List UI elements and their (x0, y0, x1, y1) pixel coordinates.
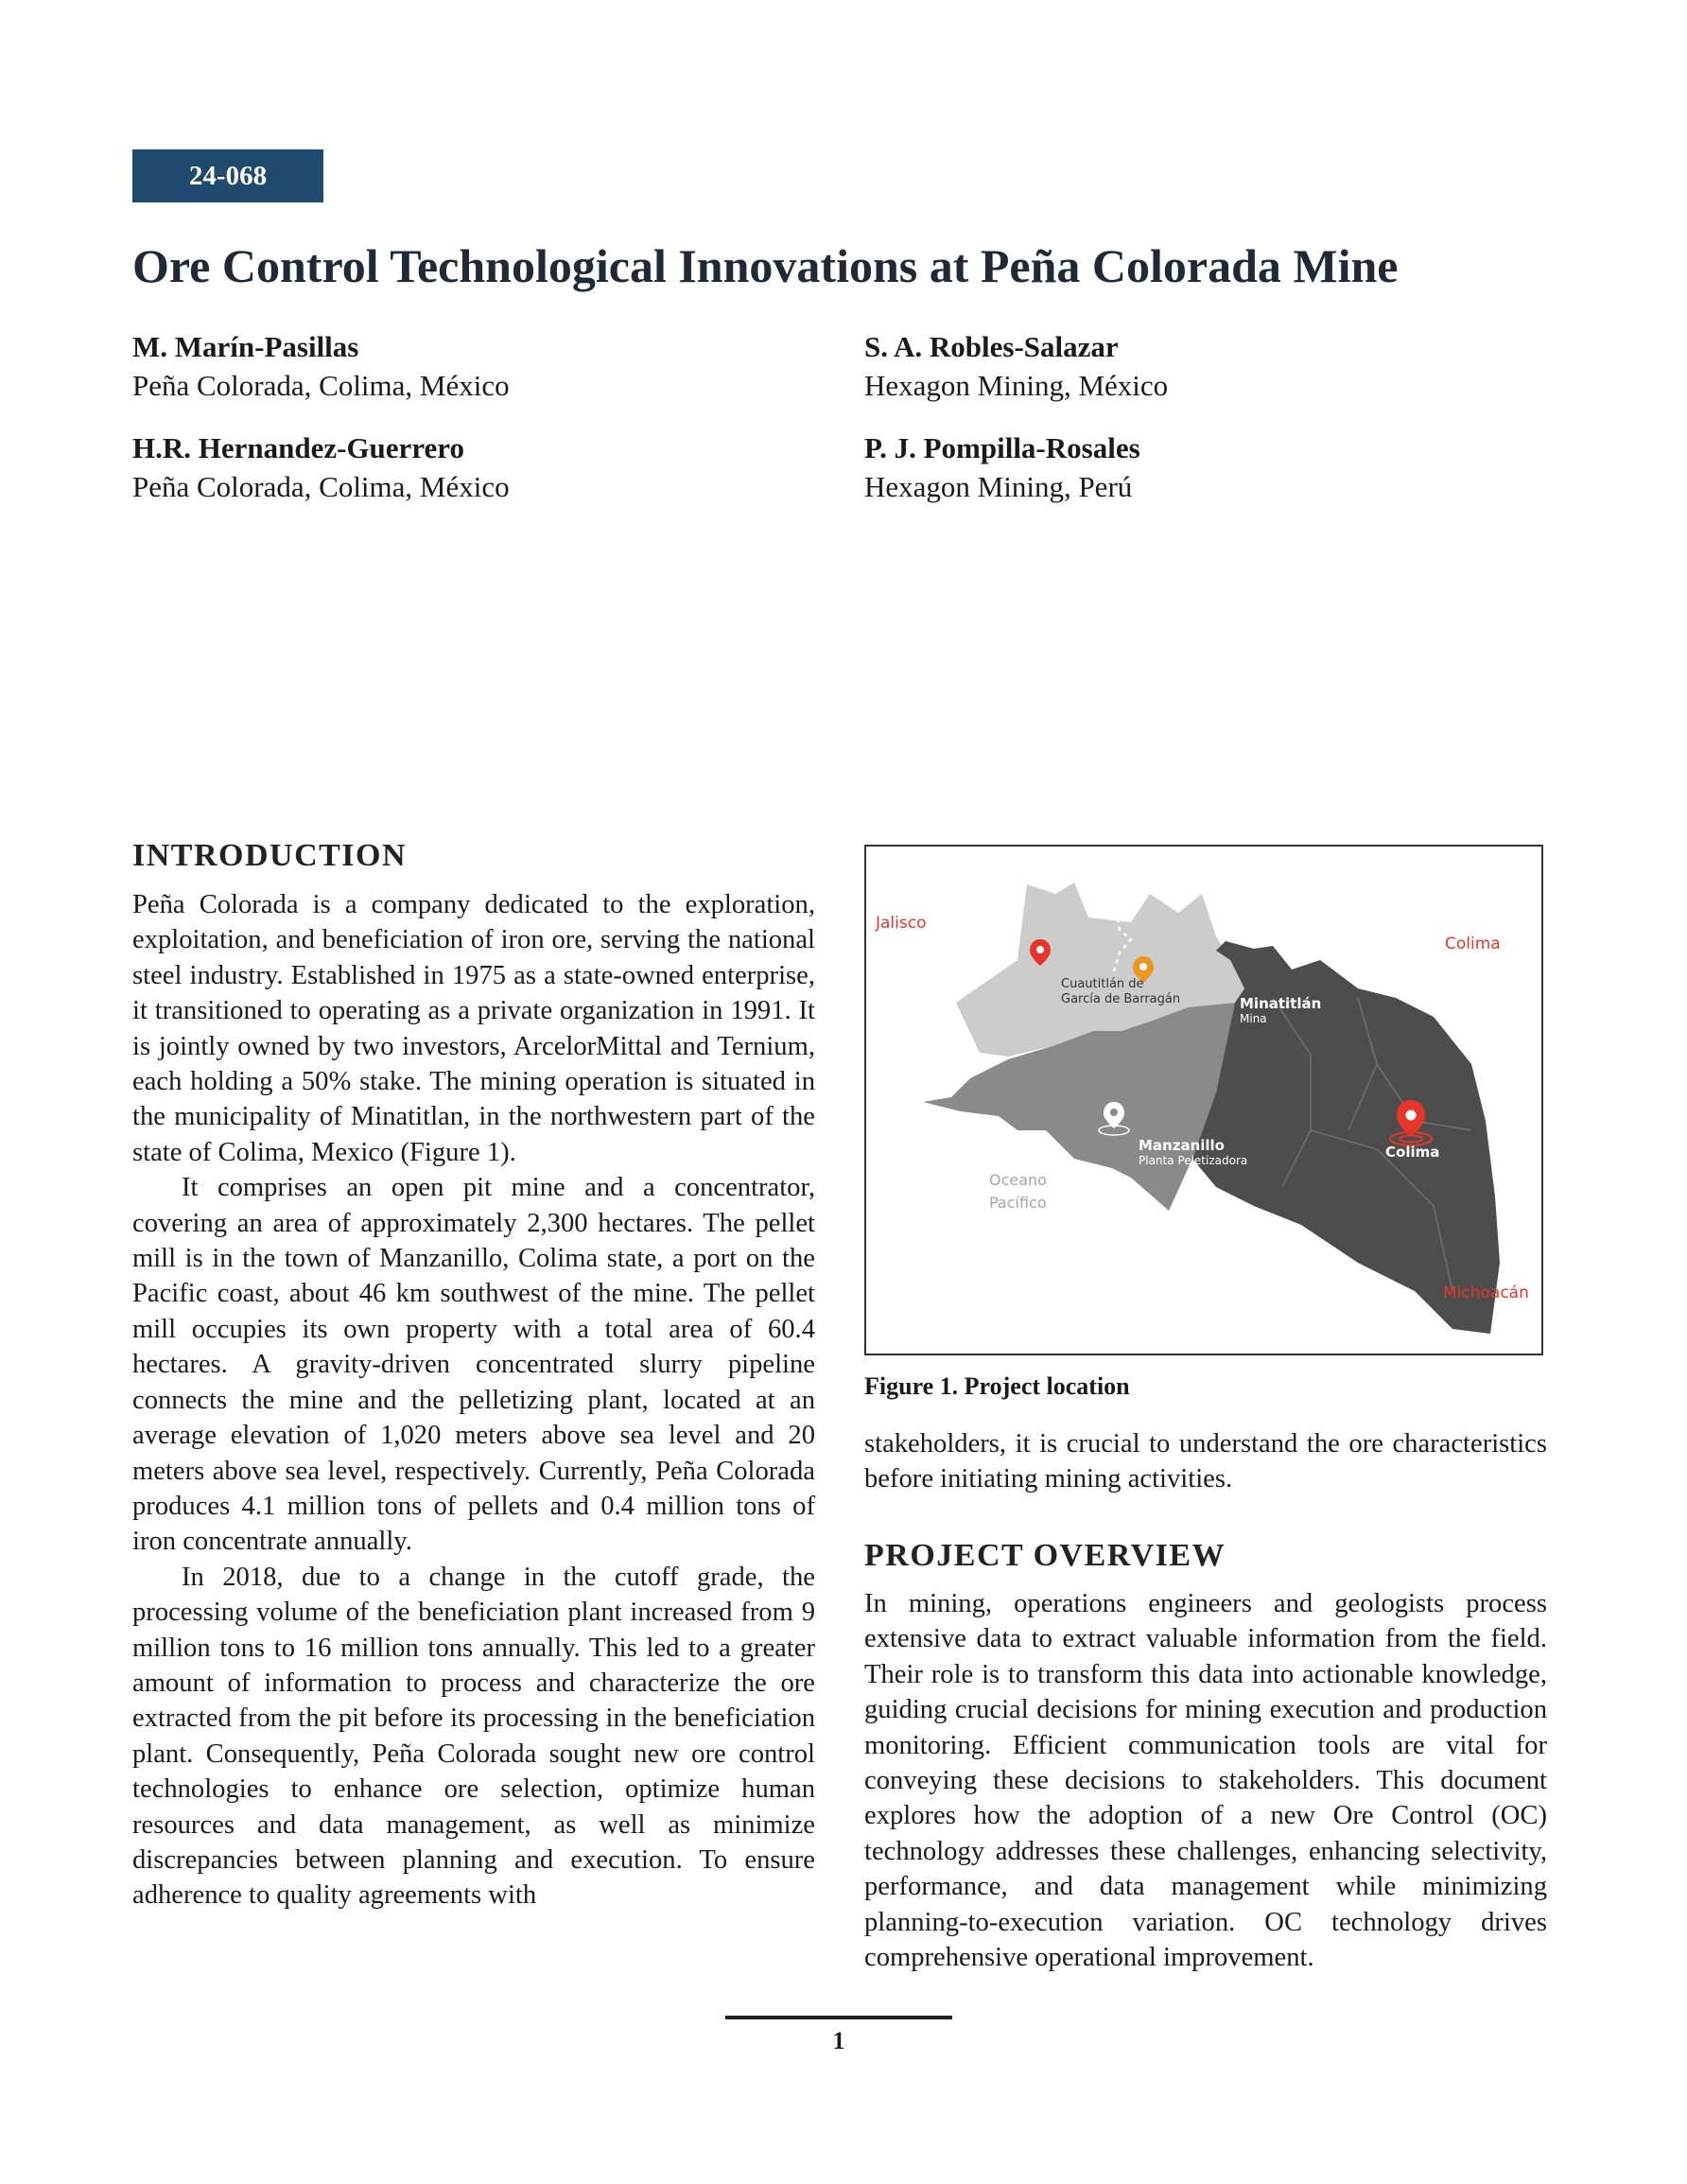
right-column-continuation (864, 1426, 1547, 1497)
introduction-heading: INTRODUCTION (132, 838, 408, 873)
author-block-1 (132, 328, 510, 406)
author-name: S. A. Robles-Salazar (864, 330, 1119, 363)
label-minatitlan: Minatitlán (1240, 995, 1322, 1012)
author-block-4 (864, 429, 1140, 507)
author-affiliation: Peña Colorada, Colima, México (132, 369, 510, 402)
label-colima-state: Colima (1445, 935, 1501, 953)
project-location-figure (864, 845, 1543, 1355)
introduction-body (132, 887, 815, 1913)
paper-title: Ore Control Technological Innovations at Peña Colorada Mine (132, 239, 1399, 292)
figure-caption: Figure 1. Project location (864, 1372, 1130, 1400)
label-planta-peletizadora: Planta Peletizadora (1139, 1154, 1248, 1167)
intro-paragraph-3: In 2018, due to a change in the cutoff grade, the processing volume of the beneficiation plant increased from 9 million tons to 16 million tons annually. This led to a greater amount of information to process and characterize the ore extracted from the pit before its processing in the beneficiation plant. Consequently, Peña Colorada sought new ore control technologies to enhance ore selection, optimize human resources and data management, as well as minimize discrepancies between planning and execution. To ensure adherence to quality agreements with (132, 1562, 815, 1911)
label-cuautitlan-line1: Cuautitlán de (1061, 977, 1144, 991)
label-cuautitlan-line2: García de Barragán (1061, 992, 1181, 1006)
author-name: H.R. Hernandez-Guerrero (132, 431, 464, 464)
author-affiliation: Hexagon Mining, Perú (864, 470, 1133, 503)
paper-code-badge (132, 149, 323, 202)
author-name: M. Marín-Pasillas (132, 330, 359, 363)
intro-paragraph-2: It comprises an open pit mine and a concentrator, covering an area of approximately 2,300 hectares. The pellet mill is in the town of Manzanillo, Colima state, a port on the Pacific coast, about 46 km southwest of the mine. The pellet mill occupies its own property with a total area of 60.4 hectares. A gravity-driven concentrated slurry pipeline connects the mine and the pelletizing plant, located at an average elevation of 1,020 meters above sea level and 20 meters above sea level, respectively. Currently, Peña Colorada produces 4.1 million tons of pellets and 0.4 million tons of iron concentrate annually. (132, 1173, 815, 1557)
label-michoacan: Michoacán (1443, 1284, 1529, 1302)
author-block-3 (132, 429, 510, 507)
author-block-2 (864, 328, 1168, 406)
page-number: 1 (832, 2027, 845, 2054)
label-colima-city: Colima (1385, 1144, 1440, 1161)
colima-region (1192, 941, 1500, 1334)
author-affiliation: Hexagon Mining, México (864, 369, 1169, 402)
project-location-map (866, 847, 1541, 1354)
intro-continuation: stakeholders, it is crucial to understand the ore characteristics before initiating mining activities. (864, 1429, 1547, 1494)
label-manzanillo: Manzanillo (1139, 1137, 1225, 1154)
author-affiliation: Peña Colorada, Colima, México (132, 470, 510, 503)
project-overview-heading: PROJECT OVERVIEW (864, 1538, 1226, 1573)
label-jalisco: Jalisco (876, 914, 927, 933)
author-name: P. J. Pompilla-Rosales (864, 431, 1140, 464)
label-pacifico: Pacífico (989, 1194, 1047, 1212)
project-overview-paragraph: In mining, operations engineers and geologists process extensive data to extract valuable information from the field. Their role is to transform this data into actionable knowledge, guiding crucial decisions for mining execution and production monitoring. Efficient communication tools are vital for conveying these decisions to stakeholders. This document explores how the adoption of a new Ore Control (OC) technology addresses these challenges, enhancing selectivity, performance, and data management while minimizing planning-to-execution variation. OC technology drives comprehensive operational improvement. (864, 1589, 1547, 1973)
project-overview-body (864, 1586, 1547, 1975)
label-mina: Mina (1240, 1012, 1267, 1025)
label-oceano: Oceano (989, 1171, 1047, 1189)
footer-rule (725, 2016, 952, 2019)
intro-paragraph-1: Peña Colorada is a company dedicated to the exploration, exploitation, and beneficiation of iron ore, serving the national steel industry. Established in 1975 as a state-owned enterprise, it transitioned to operating as a private organization in 1991. It is jointly owned by two investors, ArcelorMittal and Ternium, each holding a 50% stake. The mining operation is situated in the municipality of Minatitlan, in the northwestern part of the state of Colima, Mexico (Figure 1). (132, 890, 815, 1167)
paper-code: 24-068 (188, 160, 268, 191)
